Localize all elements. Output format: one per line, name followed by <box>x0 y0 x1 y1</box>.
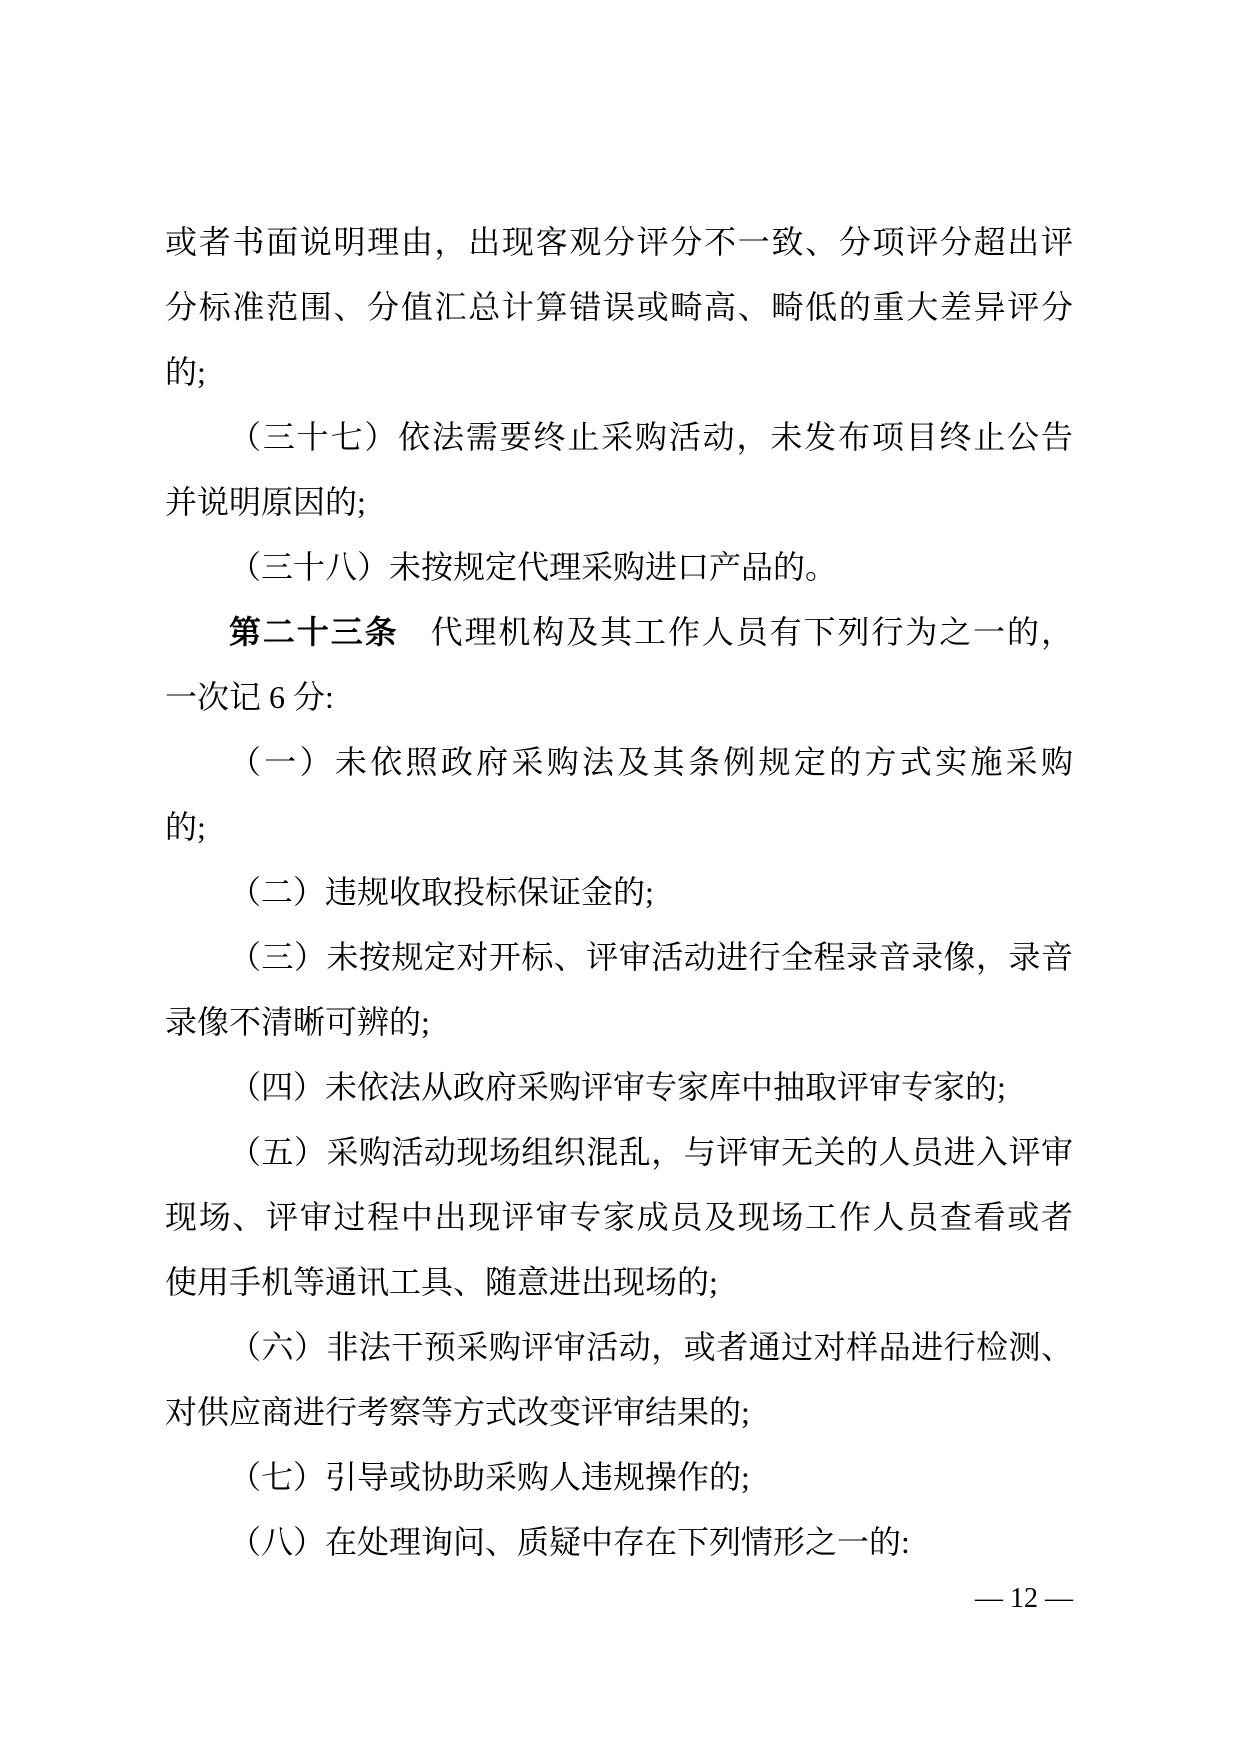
line-text: （三）未按规定对开标、评审活动进行全程录音录像，录音 <box>229 939 1073 975</box>
line-text: （三十七）依法需要终止采购活动，未发布项目终止公告 <box>229 419 1073 455</box>
text-line <box>165 600 1073 665</box>
text-line <box>165 730 1073 795</box>
text-line <box>165 990 1073 1055</box>
text-line <box>165 210 1073 275</box>
text-line <box>165 275 1073 340</box>
line-text: 代理机构及其工作人员有下列行为之一的， <box>430 614 1073 650</box>
text-line <box>165 1510 1073 1575</box>
text-line <box>165 405 1073 470</box>
line-text: （五）采购活动现场组织混乱，与评审无关的人员进入评审 <box>229 1134 1073 1170</box>
line-text: 现场、评审过程中出现评审专家成员及现场工作人员查看或者 <box>165 1199 1073 1235</box>
text-line <box>165 665 1073 730</box>
line-text: （八）在处理询问、质疑中存在下列情形之一的: <box>229 1524 910 1560</box>
line-text: 对供应商进行考察等方式改变评审结果的; <box>165 1394 750 1430</box>
text-line <box>165 1315 1073 1380</box>
text-line <box>165 1380 1073 1445</box>
text-line <box>165 1055 1073 1120</box>
text-line <box>165 795 1073 860</box>
line-text: （四）未依法从政府采购评审专家库中抽取评审专家的; <box>229 1069 1006 1105</box>
document-body <box>165 210 1073 1575</box>
text-line <box>165 1250 1073 1315</box>
line-text: 的; <box>165 809 206 845</box>
text-line <box>165 925 1073 990</box>
text-line <box>165 340 1073 405</box>
line-text: 使用手机等通讯工具、随意进出现场的; <box>165 1264 718 1300</box>
line-text: 分标准范围、分值汇总计算错误或畸高、畸低的重大差异评分 <box>165 289 1073 325</box>
text-line <box>165 860 1073 925</box>
line-text: 录像不清晰可辨的; <box>165 1004 430 1040</box>
text-line <box>165 1445 1073 1510</box>
line-text: （二）违规收取投标保证金的; <box>229 874 654 910</box>
line-text: 一次记 6 分: <box>165 679 334 715</box>
line-text: 并说明原因的; <box>165 484 366 520</box>
text-line <box>165 1120 1073 1185</box>
page-number: — 12 — <box>975 1583 1073 1614</box>
text-line <box>165 1185 1073 1250</box>
line-text: 的; <box>165 354 206 390</box>
line-text: （六）非法干预采购评审活动，或者通过对样品进行检测、 <box>229 1329 1073 1365</box>
article-number-heading: 第二十三条 <box>229 614 399 650</box>
text-line <box>165 470 1073 535</box>
line-text: （七）引导或协助采购人违规操作的; <box>229 1459 750 1495</box>
page-footer <box>165 1581 1073 1617</box>
text-line <box>165 535 1073 600</box>
line-text: （三十八）未按规定代理采购进口产品的。 <box>229 549 838 585</box>
line-text: （一）未依照政府采购法及其条例规定的方式实施采购 <box>229 744 1073 780</box>
line-text: 或者书面说明理由，出现客观分评分不一致、分项评分超出评 <box>165 224 1073 260</box>
